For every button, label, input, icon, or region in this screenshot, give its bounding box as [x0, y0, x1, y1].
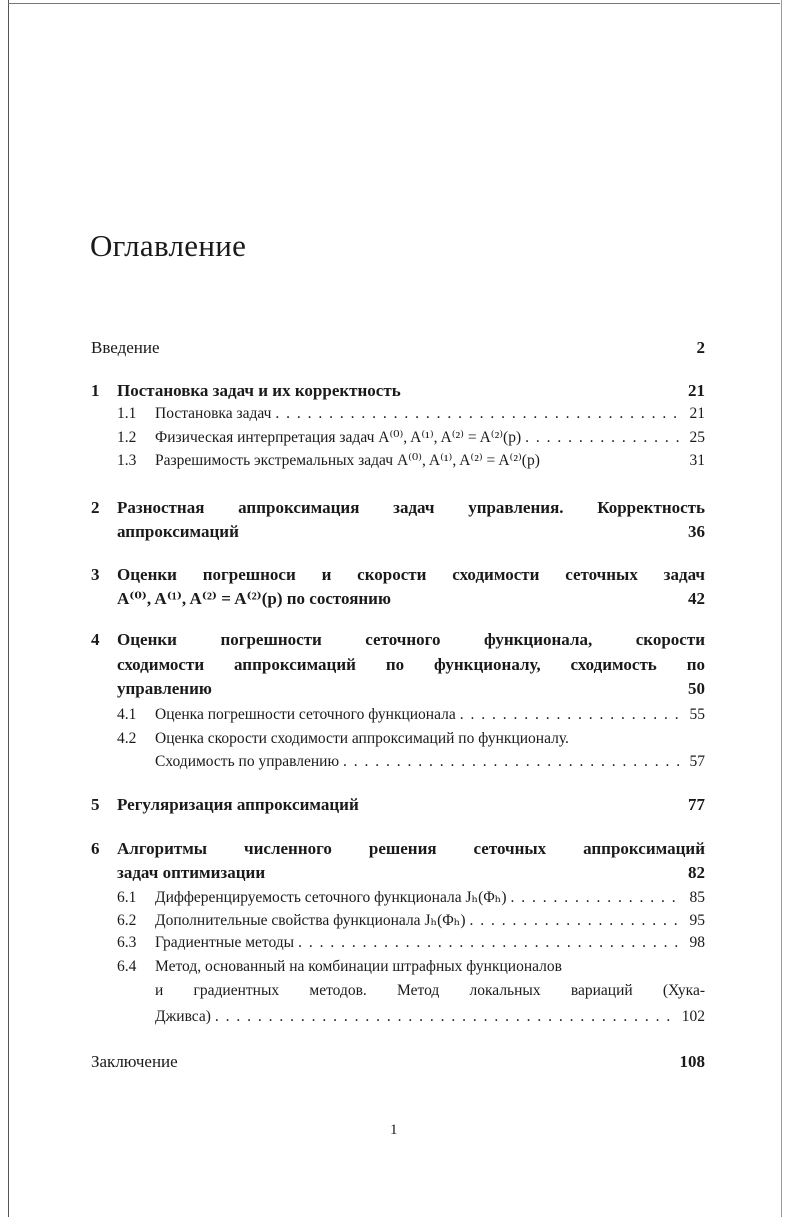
section-number: 1.1 [117, 405, 137, 422]
chapter-number: 4 [91, 630, 100, 649]
chapter-title: Регуляризация аппроксимаций [117, 795, 359, 814]
section-page: 98 [689, 934, 705, 951]
chapter-number: 3 [91, 565, 100, 584]
section-title: Сходимость по управлению [155, 753, 340, 770]
chapter-title-line: задач оптимизации [117, 863, 266, 882]
section-page: 31 [689, 452, 705, 469]
toc-section-1-1[interactable] [117, 405, 705, 423]
section-number: 6.4 [117, 958, 137, 975]
section-number: 6.3 [117, 934, 137, 951]
chapter-number: 5 [91, 795, 100, 814]
chapter-title-line: A⁽⁰⁾, A⁽¹⁾, A⁽²⁾ = A⁽²⁾(p) по состоянию [117, 589, 391, 608]
chapter-title-line: Алгоритмы численного решения сеточных аппроксимаций [117, 839, 705, 858]
chapter-title-line: Оценки погрешности сеточного функционала, скорости [117, 630, 705, 649]
section-page: 21 [689, 405, 705, 422]
dot-leader [470, 912, 681, 930]
toc-section-6-3[interactable] [117, 934, 705, 952]
toc-section-6-1[interactable] [117, 888, 705, 907]
section-number: 4.2 [117, 730, 137, 747]
page-number: 1 [390, 1122, 398, 1138]
dot-leader [460, 706, 681, 724]
entry-title: Введение [91, 338, 160, 357]
section-page: 85 [689, 889, 705, 906]
section-title: Градиентные методы [155, 934, 295, 951]
toc-chapter-4-cont[interactable] [91, 655, 705, 675]
section-title: и градиентных методов. Метод локальных вариаций (Хука- [155, 982, 705, 999]
dot-leader [525, 429, 681, 447]
chapter-title-line: сходимости аппроксимаций по функционалу, сходимость по [117, 655, 705, 674]
section-number: 6.2 [117, 912, 137, 929]
toc-chapter-4-cont2[interactable] [91, 679, 705, 699]
toc-chapter-6-cont[interactable] [91, 863, 705, 883]
toc-chapter-4[interactable] [91, 630, 705, 650]
chapter-page: 77 [688, 795, 705, 814]
toc-chapter-2-cont[interactable] [91, 522, 705, 542]
section-title: Постановка задач [155, 405, 272, 422]
toc-chapter-3-cont[interactable] [91, 589, 705, 609]
chapter-number: 6 [91, 839, 100, 858]
chapter-title-line: Оценки погрешноси и скорости сходимости сеточных задач [117, 565, 705, 584]
section-page: 102 [681, 1008, 705, 1025]
section-title: Оценка скорости сходимости аппроксимаций по функционалу. [155, 730, 569, 747]
toc-section-4-2[interactable] [117, 730, 705, 748]
toc-entry-conclusion[interactable] [91, 1052, 705, 1072]
section-title: Физическая интерпретация задач A⁽⁰⁾, A⁽¹⁾, A⁽²⁾ = A⁽²⁾(p) [155, 429, 522, 446]
section-page: 95 [689, 912, 705, 929]
section-number: 6.1 [117, 889, 137, 906]
toc-section-1-2[interactable] [117, 428, 705, 447]
toc-chapter-6[interactable] [91, 839, 705, 859]
toc-section-4-1[interactable] [117, 706, 705, 724]
toc-section-6-2[interactable] [117, 911, 705, 930]
toc-chapter-2[interactable] [91, 498, 705, 518]
section-title: Оценка погрешности сеточного функционала [155, 706, 456, 723]
chapter-title-line: управлению [117, 679, 212, 698]
toc-section-6-4-cont2[interactable] [117, 1008, 705, 1026]
toc-chapter-3[interactable] [91, 565, 705, 585]
toc-chapter-1[interactable] [91, 381, 705, 401]
dot-leader [343, 753, 681, 771]
chapter-page: 36 [688, 522, 705, 541]
chapter-page: 42 [688, 589, 705, 608]
section-page: 55 [689, 706, 705, 723]
toc-entry-intro[interactable] [91, 338, 705, 358]
chapter-title-line: Разностная аппроксимация задач управления. Корректность [117, 498, 705, 517]
section-number: 4.1 [117, 706, 137, 723]
section-title: Дживса) [155, 1008, 211, 1025]
page-edge-right [781, 0, 782, 1217]
chapter-page: 21 [688, 381, 705, 400]
entry-page: 108 [679, 1052, 705, 1071]
dot-leader [511, 889, 681, 907]
section-title: Дифференцируемость сеточного функционала Jₕ(Φₕ) [155, 889, 507, 906]
section-number: 1.3 [117, 452, 137, 469]
dot-leader [298, 934, 681, 952]
section-title: Разрешимость экстремальных задач A⁽⁰⁾, A⁽¹⁾, A⁽²⁾ = A⁽²⁾(p) [155, 452, 540, 469]
section-number: 1.2 [117, 429, 137, 446]
toc-section-1-3[interactable] [117, 451, 705, 470]
section-page: 25 [689, 429, 705, 446]
entry-title: Заключение [91, 1052, 178, 1071]
toc-section-4-2-cont[interactable] [117, 753, 705, 771]
page-edge-left [8, 0, 9, 1217]
chapter-title: Постановка задач и их корректность [117, 381, 401, 400]
entry-page: 2 [696, 338, 705, 357]
dot-leader [275, 405, 681, 423]
chapter-page: 50 [688, 679, 705, 698]
dot-leader [215, 1008, 678, 1026]
toc-section-6-4-cont[interactable] [117, 982, 705, 1000]
chapter-number: 2 [91, 498, 100, 517]
toc-chapter-5[interactable] [91, 795, 705, 815]
chapter-title-line: аппроксимаций [117, 522, 239, 541]
page-edge-top [8, 3, 780, 4]
chapter-page: 82 [688, 863, 705, 882]
page-title: Оглавление [90, 228, 247, 263]
chapter-number: 1 [91, 381, 100, 400]
section-title: Метод, основанный на комбинации штрафных функционалов [155, 958, 562, 975]
toc-section-6-4[interactable] [117, 958, 705, 976]
section-title: Дополнительные свойства функционала Jₕ(Φₕ) [155, 912, 466, 929]
section-page: 57 [689, 753, 705, 770]
